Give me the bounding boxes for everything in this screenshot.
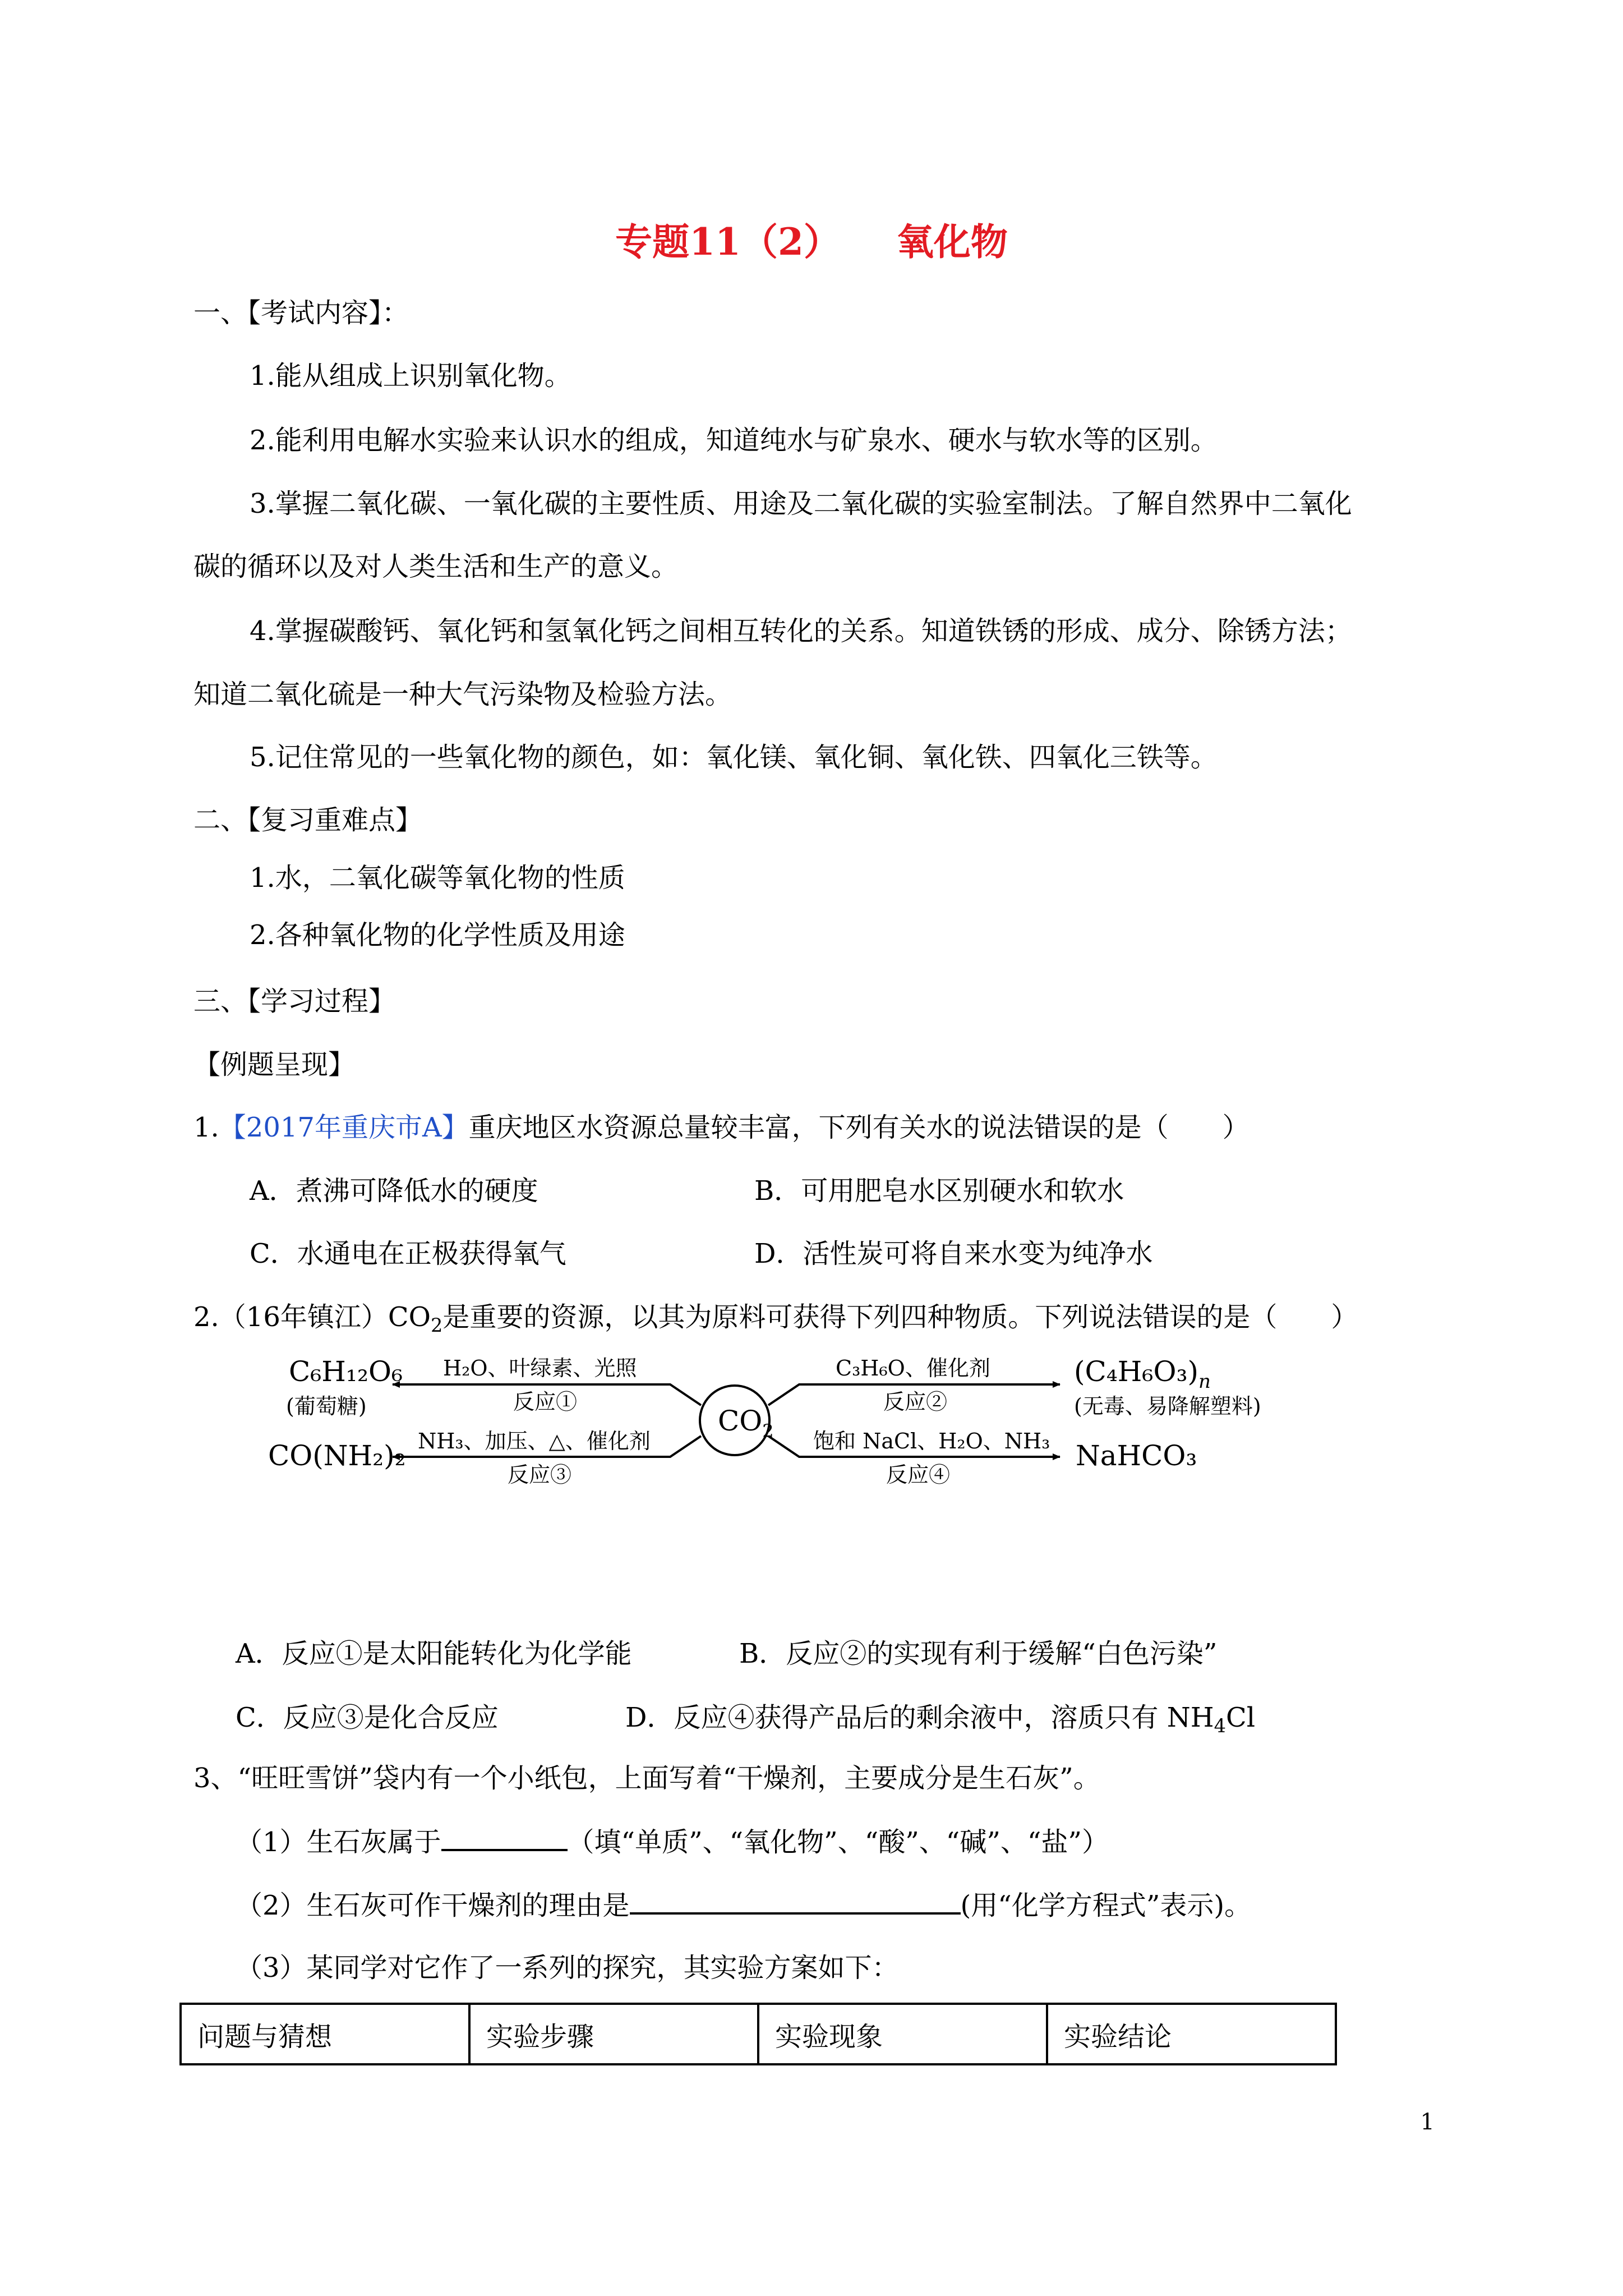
question-2-option-a: A．反应①是太阳能转化为化学能 — [236, 1638, 632, 1669]
content-item-4-line-2: 知道二氧化硫是一种大气污染物及检验方法。 — [193, 679, 732, 710]
question-3-part-2: （2）生石灰可作干燥剂的理由是 (用“化学方程式”表示)。 — [236, 1888, 1251, 1922]
example-heading: 【例题呈现】 — [193, 1049, 356, 1080]
product-1-formula: C₆H₁₂O₆ — [289, 1355, 403, 1388]
question-2-option-b: B．反应②的实现有利于缓解“白色污染” — [739, 1638, 1218, 1669]
reaction-4-conditions: 饱和 NaCl、H₂O、NH₃ — [813, 1429, 1050, 1453]
content-item-3-line-2: 碳的循环以及对人类生活和生产的意义。 — [193, 551, 679, 582]
title-main: 专题11（2） — [615, 220, 841, 264]
question-2-prefix-subscript: 2 — [430, 1314, 443, 1337]
answer-blank-2[interactable] — [630, 1888, 961, 1915]
reaction-4-label: 反应④ — [886, 1462, 951, 1487]
reaction-2-conditions: C₃H₆O、催化剂 — [836, 1356, 990, 1381]
content-item-3-line-1: 3.掌握二氧化碳、一氧化碳的主要性质、用途及二氧化碳的实验室制法。了解自然界中二氧化 — [250, 488, 1352, 519]
table-header-cell: 问题与猜想 — [181, 2004, 469, 2064]
reaction-3-conditions: NH₃、加压、△、催化剂 — [418, 1429, 651, 1453]
table-header-cell: 实验结论 — [1047, 2004, 1336, 2064]
question-2-text: 是重要的资源，以其为原料可获得下列四种物质。下列说法错误的是（ ） — [442, 1301, 1358, 1333]
question-1-text: 重庆地区水资源总量较丰富，下列有关水的说法错误的是（ ） — [468, 1112, 1249, 1143]
question-3-stem: 3、“旺旺雪饼”袋内有一个小纸包，上面写着“干燥剂，主要成分是生石灰”。 — [193, 1763, 1100, 1794]
table-header-cell: 实验现象 — [758, 2004, 1047, 2064]
review-item-2: 2.各种氧化物的化学性质及用途 — [250, 919, 625, 951]
reaction-1-label: 反应① — [513, 1389, 578, 1414]
co2-center-label: $CO_2$ — [718, 1405, 774, 1442]
content-item-1: 1.能从组成上识别氧化物。 — [250, 360, 571, 392]
section-3-heading: 三、【学习过程】 — [193, 986, 396, 1017]
content-item-4-line-1: 4.掌握碳酸钙、氧化钙和氢氧化钙之间相互转化的关系。知道铁锈的形成、成分、除锈方法； — [250, 615, 1352, 647]
reaction-3-label: 反应③ — [508, 1462, 572, 1487]
product-1-note: (葡萄糖) — [286, 1394, 367, 1419]
review-item-1: 1.水，二氧化碳等氧化物的性质 — [250, 862, 625, 894]
title-sub: 氧化物 — [896, 220, 1008, 264]
reaction-1-conditions: H₂O、叶绿素、光照 — [443, 1356, 637, 1381]
section-1-heading: 一、【考试内容】： — [193, 297, 409, 329]
question-1-option-b: B．可用肥皂水区别硬水和软水 — [754, 1175, 1124, 1207]
question-1-source: 【2017年重庆市A】 — [219, 1112, 469, 1143]
page-number: 1 — [1420, 2109, 1435, 2135]
question-1-option-d: D．活性炭可将自来水变为纯净水 — [754, 1238, 1153, 1269]
product-2-formula: $(C_4H_6O_3)_n$ — [1074, 1355, 1211, 1393]
question-2-option-c: C．反应③是化合反应 — [236, 1702, 499, 1733]
question-1-option-a: A．煮沸可降低水的硬度 — [250, 1175, 538, 1207]
product-3-formula: CO(NH₂)₂ — [268, 1439, 406, 1472]
product-4-formula: NaHCO₃ — [1076, 1439, 1197, 1472]
question-2-prefix: 2.（16年镇江）CO — [193, 1301, 431, 1333]
section-2-heading: 二、【复习重难点】 — [193, 804, 423, 836]
question-1-number: 1. — [193, 1112, 219, 1143]
experiment-table — [179, 2003, 1337, 2065]
question-3-part-3: （3）某同学对它作了一系列的探究，其实验方案如下： — [236, 1952, 899, 1984]
question-1-option-c: C．水通电在正极获得氧气 — [250, 1238, 566, 1269]
content-item-5: 5.记住常见的一些氧化物的颜色，如：氧化镁、氧化铜、氧化铁、四氧化三铁等。 — [250, 742, 1218, 773]
table-header-cell: 实验步骤 — [469, 2004, 758, 2064]
table-header-row — [181, 2004, 1336, 2064]
content-item-2: 2.能利用电解水实验来认识水的组成，知道纯水与矿泉水、硬水与软水等的区别。 — [250, 425, 1218, 456]
answer-blank-1[interactable] — [441, 1824, 568, 1851]
question-3-part-1: （1）生石灰属于 （填“单质”、“氧化物”、“酸”、“碱”、“盐”） — [236, 1824, 1109, 1859]
reaction-2-label: 反应② — [883, 1389, 948, 1414]
question-2-option-d: D．反应④获得产品后的剩余液中，溶质只有 $NH_4Cl$ — [625, 1702, 1256, 1737]
product-2-note: (无毒、易降解塑料) — [1074, 1394, 1261, 1419]
